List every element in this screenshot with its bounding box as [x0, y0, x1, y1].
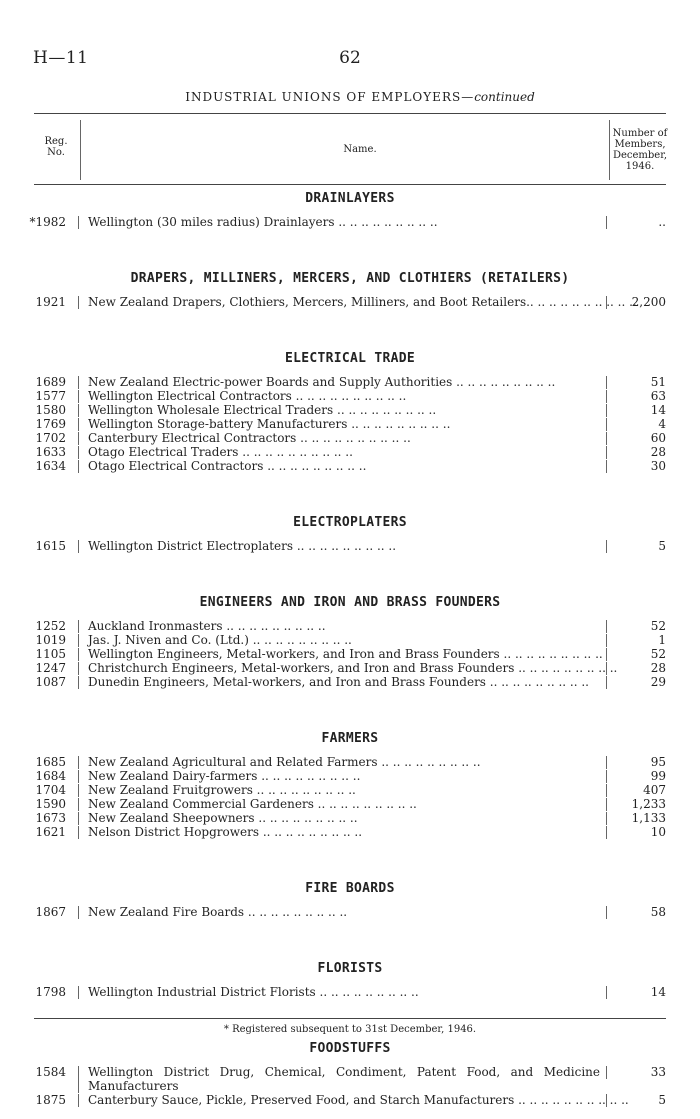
column-divider — [78, 296, 79, 309]
union-name-text: New Zealand Fire Boards — [88, 905, 245, 919]
member-count: 95 — [650, 755, 666, 769]
member-count: 2,200 — [631, 295, 666, 309]
leader-dots: .. .. .. .. .. .. .. .. .. — [222, 619, 326, 633]
running-title-continued: continued — [474, 90, 535, 104]
section — [0, 473, 700, 553]
reg-number: 1621 — [35, 825, 66, 839]
reg-number: 1867 — [35, 905, 66, 919]
reg-number: 1105 — [35, 647, 66, 661]
leader-dots: .. .. .. .. .. .. .. .. .. — [499, 647, 603, 661]
table-row — [0, 633, 700, 647]
section-title: FARMERS — [321, 731, 379, 746]
table-row — [0, 769, 700, 783]
union-name — [88, 647, 603, 661]
leader-dots: .. .. .. .. .. .. .. .. .. — [485, 675, 589, 689]
union-name — [88, 295, 637, 309]
reg-header-line: No. — [47, 147, 65, 158]
column-divider — [606, 296, 607, 309]
union-name — [88, 769, 600, 783]
table-row — [0, 811, 700, 825]
leader-dots: .. .. .. .. .. .. .. .. .. — [377, 755, 481, 769]
column-divider — [606, 784, 607, 797]
column-divider — [78, 404, 79, 417]
member-count: 5 — [658, 539, 666, 553]
member-count: 4 — [658, 417, 666, 431]
member-count: 99 — [650, 769, 666, 783]
member-count: 51 — [650, 375, 666, 389]
union-name — [88, 375, 600, 389]
union-name — [88, 215, 600, 229]
leader-dots: .. .. .. .. .. .. .. .. .. — [249, 445, 353, 459]
leader-dots: .. .. .. .. .. .. .. .. .. — [252, 783, 356, 797]
reg-number: 1702 — [35, 431, 66, 445]
table-body — [0, 183, 700, 1107]
leader-dots: .. .. .. .. .. .. .. .. .. — [313, 797, 417, 811]
leader-dots: .. .. .. .. .. .. .. .. .. — [307, 431, 411, 445]
union-name — [88, 619, 600, 633]
column-divider — [78, 826, 79, 839]
column-divider — [606, 1066, 607, 1079]
column-divider — [606, 662, 607, 675]
member-count: 58 — [650, 905, 666, 919]
union-name — [88, 985, 600, 999]
union-name-text: Wellington Electrical Contractors .. — [88, 389, 304, 403]
footnote-rule — [34, 1018, 666, 1019]
column-divider — [606, 648, 607, 661]
reg-number: 1634 — [35, 459, 66, 473]
section-title: ELECTROPLATERS — [293, 515, 407, 530]
reg-number: 1921 — [35, 295, 66, 309]
section — [0, 229, 700, 309]
column-divider — [78, 812, 79, 825]
reg-number: 1769 — [35, 417, 66, 431]
leader-dots: .. .. .. .. .. .. .. .. .. — [244, 905, 348, 919]
members-header-line: Members, — [614, 139, 666, 150]
column-divider — [606, 798, 607, 811]
union-name-text: New Zealand Dairy-farmers — [88, 769, 258, 783]
union-name — [88, 811, 600, 825]
column-divider — [606, 376, 607, 389]
column-divider — [606, 460, 607, 473]
reg-number: 1684 — [35, 769, 66, 783]
union-name-text: Wellington Industrial District Florists — [88, 985, 316, 999]
member-count: 1,133 — [631, 811, 666, 825]
reg-column-header — [34, 136, 78, 158]
union-name — [88, 905, 600, 919]
reg-number: 1580 — [35, 403, 66, 417]
column-divider — [606, 620, 607, 633]
member-count: 29 — [650, 675, 666, 689]
member-count: 30 — [650, 459, 666, 473]
table-row — [0, 295, 700, 309]
column-divider — [78, 432, 79, 445]
section — [0, 309, 700, 473]
union-name-text: Nelson District Hopgrowers — [88, 825, 260, 839]
section — [0, 999, 700, 1107]
reg-number: 1019 — [35, 633, 66, 647]
union-name — [88, 675, 600, 689]
reg-number: 1247 — [35, 661, 66, 675]
union-name — [88, 1065, 600, 1093]
member-count: .. — [658, 215, 666, 229]
table-row — [0, 431, 700, 445]
reg-number: 1704 — [35, 783, 66, 797]
member-count: 10 — [650, 825, 666, 839]
column-divider — [78, 1066, 79, 1093]
column-divider — [606, 676, 607, 689]
table-row — [0, 647, 700, 661]
column-divider — [78, 906, 79, 919]
section — [0, 183, 700, 229]
leader-dots: .. .. .. .. .. .. .. .. .. — [259, 825, 363, 839]
table-row — [0, 403, 700, 417]
column-divider — [78, 756, 79, 769]
running-title — [60, 90, 660, 104]
table-row — [0, 755, 700, 769]
table-row — [0, 985, 700, 999]
union-name — [88, 431, 600, 445]
reg-number: *1982 — [29, 215, 66, 229]
column-divider — [78, 540, 79, 553]
column-divider — [78, 770, 79, 783]
member-count: 52 — [650, 647, 666, 661]
column-divider — [78, 1094, 79, 1107]
leader-dots: .. .. .. .. .. .. .. .. .. — [525, 1093, 629, 1107]
union-name-text: Wellington Wholesale Electrical Traders — [88, 403, 334, 417]
leader-dots: .. .. .. .. .. .. .. .. .. — [333, 403, 437, 417]
running-title-main: INDUSTRIAL UNIONS OF EMPLOYERS— — [185, 90, 475, 104]
union-name-text: Otago Electrical Traders .. — [88, 445, 250, 459]
member-count: 60 — [650, 431, 666, 445]
name-column-header: Name. — [343, 144, 377, 155]
table-row — [0, 905, 700, 919]
table-row — [0, 783, 700, 797]
leader-dots: .. .. .. .. .. .. .. .. .. — [315, 985, 419, 999]
table-row — [0, 417, 700, 431]
table-row — [0, 459, 700, 473]
column-divider — [78, 676, 79, 689]
member-count: 63 — [650, 389, 666, 403]
table-row — [0, 797, 700, 811]
reg-number: 1633 — [35, 445, 66, 459]
table-row — [0, 375, 700, 389]
leader-dots: .. .. .. .. .. .. .. .. .. — [334, 215, 438, 229]
column-divider — [78, 446, 79, 459]
column-divider — [606, 634, 607, 647]
section — [0, 689, 700, 839]
column-divider — [78, 620, 79, 633]
union-name-text: New Zealand Electric-power Boards and Supply Authorities — [88, 375, 453, 389]
column-divider — [78, 662, 79, 675]
section — [0, 919, 700, 999]
page-number: 62 — [339, 48, 361, 68]
member-count: 28 — [650, 445, 666, 459]
member-count: 52 — [650, 619, 666, 633]
column-divider — [606, 404, 607, 417]
page-reference: H—11 — [33, 48, 89, 68]
section — [0, 553, 700, 689]
column-divider — [606, 418, 607, 431]
column-divider — [78, 648, 79, 661]
union-name — [88, 797, 600, 811]
table-header — [34, 113, 666, 185]
table-row — [0, 445, 700, 459]
members-header-line: Number of — [612, 128, 668, 139]
leader-dots: .. .. .. .. .. .. .. .. .. — [303, 389, 407, 403]
column-divider — [78, 986, 79, 999]
union-name-text: Wellington (30 miles radius) Drainlayers — [88, 215, 335, 229]
union-name — [88, 825, 600, 839]
reg-number: 1875 — [35, 1093, 66, 1107]
section — [0, 839, 700, 919]
members-header-line: 1946. — [625, 161, 655, 172]
column-divider — [606, 986, 607, 999]
reg-number: 1615 — [35, 539, 66, 553]
column-divider — [78, 216, 79, 229]
column-divider — [606, 540, 607, 553]
union-name-text: Wellington Storage-battery Manufacturers — [88, 417, 348, 431]
reg-number: 1577 — [35, 389, 66, 403]
column-divider — [78, 634, 79, 647]
column-divider — [78, 784, 79, 797]
section-title: FLORISTS — [317, 961, 383, 976]
leader-dots: .. .. .. .. .. .. .. .. .. — [452, 375, 556, 389]
reg-number: 1590 — [35, 797, 66, 811]
union-name — [88, 539, 600, 553]
column-divider — [606, 446, 607, 459]
member-count: 407 — [643, 783, 666, 797]
union-name-text: Auckland Ironmasters — [88, 619, 223, 633]
reg-number: 1252 — [35, 619, 66, 633]
column-divider — [606, 812, 607, 825]
union-name — [88, 445, 600, 459]
union-name-text: Christchurch Engineers, Metal-workers, and Iron and Brass Founders — [88, 661, 515, 675]
union-name — [88, 417, 600, 431]
member-count: 33 — [650, 1065, 666, 1079]
column-divider — [78, 418, 79, 431]
leader-dots: .. .. .. .. .. .. .. .. .. — [293, 539, 397, 553]
footnote: * Registered subsequent to 31st December, 1946. — [223, 1024, 477, 1035]
union-name-text: Wellington District Drug, Chemical, Condiment, Patent Food, and Medicine Manufacturers — [88, 1065, 600, 1093]
column-divider — [606, 216, 607, 229]
column-divider — [606, 756, 607, 769]
union-name — [88, 783, 600, 797]
column-divider — [606, 1094, 607, 1107]
column-divider — [78, 390, 79, 403]
section-title: ELECTRICAL TRADE — [284, 351, 416, 366]
section-title: FOODSTUFFS — [309, 1041, 391, 1056]
reg-number: 1689 — [35, 375, 66, 389]
union-name — [88, 1093, 629, 1107]
column-divider — [78, 376, 79, 389]
table-row — [0, 661, 700, 675]
table-row — [0, 1065, 700, 1093]
reg-number: 1584 — [35, 1065, 66, 1079]
member-count: 1,233 — [631, 797, 666, 811]
column-divider — [606, 906, 607, 919]
union-name-text: New Zealand Commercial Gardeners — [88, 797, 314, 811]
column-divider — [78, 460, 79, 473]
table-row — [0, 825, 700, 839]
union-name-text: New Zealand Agricultural and Related Farmers — [88, 755, 378, 769]
union-name-text: Otago Electrical Contractors — [88, 459, 264, 473]
union-name — [88, 403, 600, 417]
union-name-text: Canterbury Sauce, Pickle, Preserved Food, and Starch Manufacturers .. — [88, 1093, 526, 1107]
union-name — [88, 633, 600, 647]
reg-number: 1685 — [35, 755, 66, 769]
leader-dots: .. .. .. .. .. .. .. .. .. — [254, 811, 358, 825]
leader-dots: .. .. .. .. .. .. .. .. .. — [257, 769, 361, 783]
column-divider — [606, 432, 607, 445]
members-column-header — [610, 128, 670, 172]
member-count: 14 — [650, 985, 666, 999]
leader-dots: .. .. .. .. .. .. .. .. .. — [347, 417, 451, 431]
reg-number: 1673 — [35, 811, 66, 825]
member-count: 1 — [658, 633, 666, 647]
leader-dots: .. .. .. .. .. .. .. .. .. — [514, 661, 618, 675]
union-name-text: Dunedin Engineers, Metal-workers, and Iron and Brass Founders — [88, 675, 486, 689]
union-name-text: Wellington Engineers, Metal-workers, and Iron and Brass Founders — [88, 647, 500, 661]
table-row — [0, 215, 700, 229]
section-title: FIRE BOARDS — [305, 881, 395, 896]
table-row — [0, 539, 700, 553]
reg-number: 1087 — [35, 675, 66, 689]
member-count: 14 — [650, 403, 666, 417]
section-title: DRAPERS, MILLINERS, MERCERS, AND CLOTHIERS (RETAILERS) — [130, 271, 570, 286]
reg-header-line: Reg. — [44, 136, 68, 147]
column-divider — [606, 390, 607, 403]
reg-number: 1798 — [35, 985, 66, 999]
union-name-text: Canterbury Electrical Contractors .. — [88, 431, 308, 445]
section-title: DRAINLAYERS — [305, 191, 395, 206]
column-divider — [78, 798, 79, 811]
member-count: 28 — [650, 661, 666, 675]
leader-dots: .. .. .. .. .. .. .. .. .. — [248, 633, 352, 647]
union-name — [88, 661, 618, 675]
table-row — [0, 389, 700, 403]
members-header-line: December, — [612, 150, 668, 161]
table-row — [0, 619, 700, 633]
union-name — [88, 459, 600, 473]
leader-dots: .. .. .. .. .. .. .. .. .. — [263, 459, 367, 473]
column-divider — [606, 770, 607, 783]
union-name-text: New Zealand Drapers, Clothiers, Mercers, Milliners, and Boot Retailers.. — [88, 295, 534, 309]
table-row — [0, 1093, 700, 1107]
section-title: ENGINEERS AND IRON AND BRASS FOUNDERS — [199, 595, 501, 610]
table-row — [0, 675, 700, 689]
union-name-text: Wellington District Electroplaters — [88, 539, 294, 553]
union-name-text: Jas. J. Niven and Co. (Ltd.) — [88, 633, 249, 647]
member-count: 5 — [658, 1093, 666, 1107]
union-name — [88, 389, 600, 403]
column-divider — [606, 826, 607, 839]
union-name-text: New Zealand Fruitgrowers — [88, 783, 253, 797]
leader-dots: .. .. .. .. .. .. .. .. .. — [533, 295, 637, 309]
union-name — [88, 755, 600, 769]
union-name-text: New Zealand Sheepowners — [88, 811, 255, 825]
